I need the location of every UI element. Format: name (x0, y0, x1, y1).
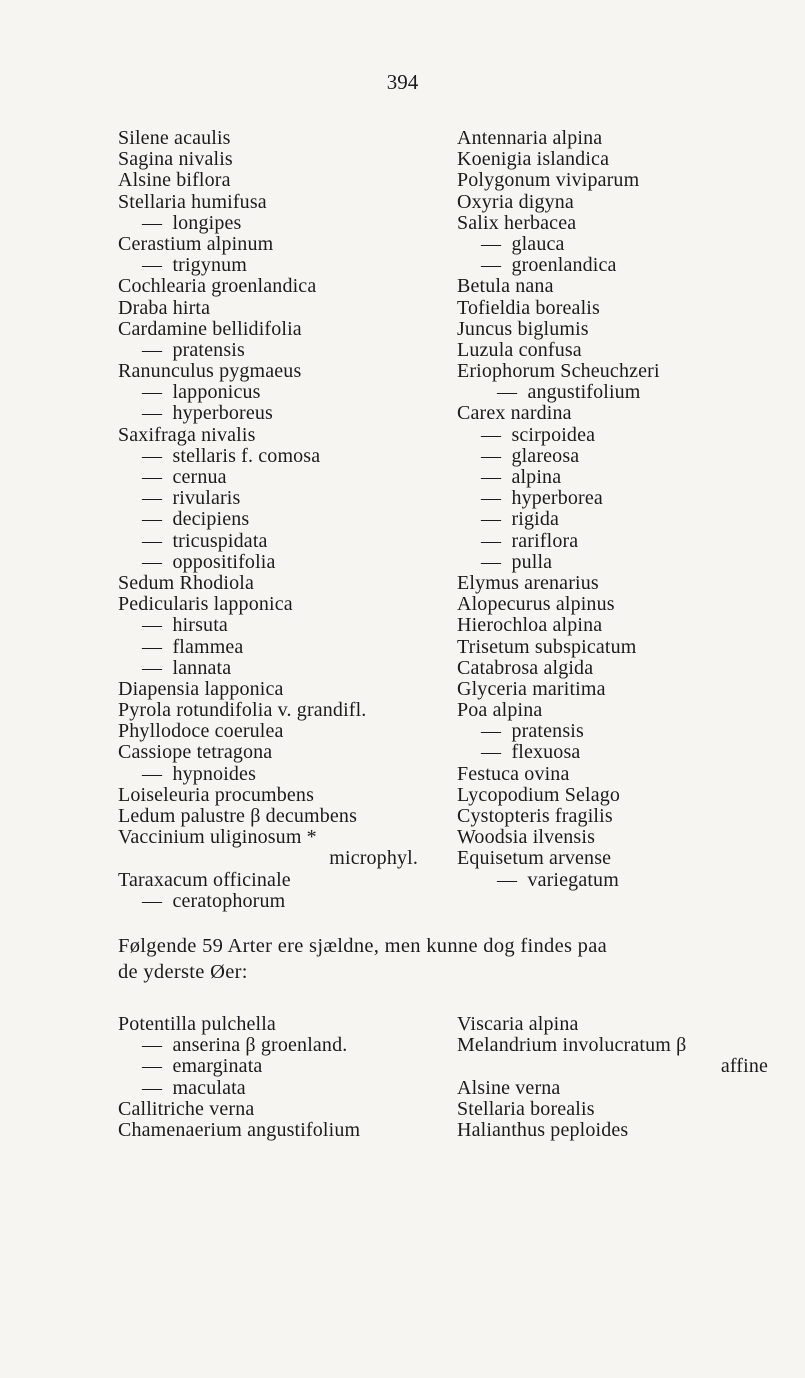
list-item-text: — decipiens (142, 508, 250, 531)
list-item (118, 1078, 360, 1099)
list-item: Ranunculus pygmaeus (118, 360, 302, 383)
list-item: Melandrium involucratum β (457, 1034, 687, 1057)
list-item: Potentilla pulchella (118, 1013, 276, 1035)
list-item-text: — longipes (142, 211, 242, 234)
list-item (457, 870, 660, 891)
list-item-text: — variegatum (497, 868, 619, 891)
list-item: Poa alpina (457, 699, 543, 722)
list-item: Vaccinium uliginosum * (118, 826, 317, 849)
list-item-text: — emarginata (142, 1055, 263, 1078)
list-item: Pedicularis lapponica (118, 593, 293, 616)
list-item: Stellaria humifusa (118, 190, 267, 213)
list-item-text: — trigynum (142, 254, 247, 277)
list-item: Alopecurus alpinus (457, 593, 615, 616)
list-item-text: — rivularis (142, 487, 241, 510)
list-item: Eriophorum Scheuchzeri (457, 360, 660, 383)
list-item-text: — cernua (142, 466, 227, 488)
list-item (118, 403, 418, 424)
list-item: Tofieldia borealis (457, 296, 600, 319)
list-item: Viscaria alpina (457, 1013, 579, 1035)
rare-species-list-right (457, 1014, 768, 1141)
list-item: Phyllodoce coerulea (118, 720, 284, 743)
list-item: Luzula confusa (457, 338, 582, 361)
list-item (118, 382, 418, 403)
list-item: Alsine verna (457, 1076, 561, 1099)
list-item: Ledum palustre β decumbens (118, 805, 358, 827)
list-item: Equisetum arvense (457, 847, 612, 870)
list-item (118, 467, 418, 488)
list-item: Lycopodium Selago (457, 783, 621, 806)
list-item (457, 234, 660, 255)
list-item-text: — pulla (481, 550, 553, 573)
list-item (457, 255, 660, 276)
list-item (457, 742, 660, 763)
list-item: Hierochloa alpina (457, 614, 603, 637)
list-item: Cochlearia groenlandica (118, 275, 317, 298)
list-item (118, 255, 418, 276)
list-item-text: — pratensis (481, 720, 584, 743)
list-item: Oxyria digyna (457, 190, 574, 213)
list-item: Taraxacum officinale (118, 868, 291, 891)
list-item-text: — rigida (481, 508, 560, 531)
list-item: Alsine biflora (118, 169, 231, 192)
list-item: Salix herbacea (457, 211, 577, 234)
list-item: Pyrola rotundifolia v. grandifl. (118, 699, 367, 722)
list-item (118, 658, 418, 679)
list-item-text: — anserina β groenland. (142, 1034, 348, 1057)
list-item: Woodsia ilvensis (457, 826, 596, 849)
list-item-text: — oppositifolia (142, 550, 276, 573)
list-item (118, 637, 418, 658)
list-item: Draba hirta (118, 296, 211, 319)
list-item (457, 531, 660, 552)
list-item (118, 552, 418, 573)
list-item-text: — lapponicus (142, 381, 261, 404)
list-item: Diapensia lapponica (118, 677, 284, 700)
list-item: Callitriche verna (118, 1097, 255, 1120)
list-item-text: — ceratophorum (142, 889, 286, 912)
list-item: Betula nana (457, 275, 554, 298)
list-item: Chamenaerium angustifolium (118, 1118, 361, 1141)
list-item: Antennaria alpina (457, 127, 603, 149)
list-item (457, 509, 660, 530)
list-item-text: — stellaris f. comosa (142, 444, 321, 467)
list-item (457, 446, 660, 467)
list-item-text: — lannata (142, 656, 232, 679)
list-item: Sagina nivalis (118, 148, 233, 171)
species-list-left (118, 128, 418, 912)
list-item-text: — groenlandica (481, 254, 617, 277)
list-item-continuation: microphyl. (329, 847, 418, 870)
list-item: Saxifraga nivalis (118, 423, 256, 446)
list-item: Polygonum viviparum (457, 169, 640, 192)
list-item-text: — alpina (481, 466, 562, 488)
list-item (457, 382, 660, 403)
list-item: Cerastium alpinum (118, 232, 274, 255)
paragraph-line: Følgende 59 Arter ere sjældne, men kunne dog findes paa (118, 935, 608, 957)
list-item: Elymus arenarius (457, 571, 599, 594)
list-item-text: — tricuspidata (142, 529, 268, 552)
list-item (457, 488, 660, 509)
paragraph-line: de yderste Øer: (118, 961, 248, 983)
list-item-text: — scirpoidea (481, 423, 596, 446)
list-item: Sedum Rhodiola (118, 571, 254, 594)
list-item-continuation: affine (720, 1055, 768, 1078)
list-item: Festuca ovina (457, 762, 570, 785)
list-item-text: — glauca (481, 232, 565, 255)
list-item (118, 1056, 360, 1077)
list-item: Halianthus peploides (457, 1118, 629, 1141)
list-item: Catabrosa algida (457, 656, 594, 679)
list-item-text: — maculata (142, 1076, 246, 1099)
list-item: Juncus biglumis (457, 317, 589, 340)
list-item-text: — glareosa (481, 444, 580, 467)
list-item (118, 509, 418, 530)
list-item-text: — hyperboreus (142, 402, 273, 425)
list-item-text: — flammea (142, 635, 244, 658)
rare-species-list-left (118, 1014, 360, 1141)
list-item (457, 467, 660, 488)
list-item-text: — hyperborea (481, 487, 603, 510)
list-item (118, 1035, 360, 1056)
list-item (118, 340, 418, 361)
list-item: Koenigia islandica (457, 148, 610, 171)
list-item: Glyceria maritima (457, 677, 606, 700)
list-item: Cardamine bellidifolia (118, 317, 302, 340)
list-item: Trisetum subspicatum (457, 635, 637, 658)
list-item (457, 721, 660, 742)
list-item: Cassiope tetragona (118, 741, 273, 764)
list-item-text: — rariflora (481, 529, 579, 552)
page-number: 394 (386, 70, 419, 94)
list-item-text: — hirsuta (142, 614, 228, 637)
list-item-text: — pratensis (142, 338, 245, 361)
list-item (118, 615, 418, 636)
list-item (118, 764, 418, 785)
rare-species-paragraph (118, 933, 778, 985)
list-item: Loiseleuria procumbens (118, 783, 315, 806)
list-item (118, 488, 418, 509)
list-item (457, 425, 660, 446)
list-item (118, 213, 418, 234)
list-item (118, 891, 418, 912)
list-item (457, 552, 660, 573)
list-item-text: — flexuosa (481, 741, 581, 764)
list-item: Stellaria borealis (457, 1097, 595, 1120)
list-item: Cystopteris fragilis (457, 805, 613, 827)
list-item (118, 446, 418, 467)
list-item-text: — hypnoides (142, 762, 257, 785)
list-item (118, 531, 418, 552)
list-item: Carex nardina (457, 402, 572, 425)
list-item-text: — angustifolium (497, 381, 641, 404)
list-item: Silene acaulis (118, 127, 231, 149)
species-list-right (457, 128, 660, 891)
